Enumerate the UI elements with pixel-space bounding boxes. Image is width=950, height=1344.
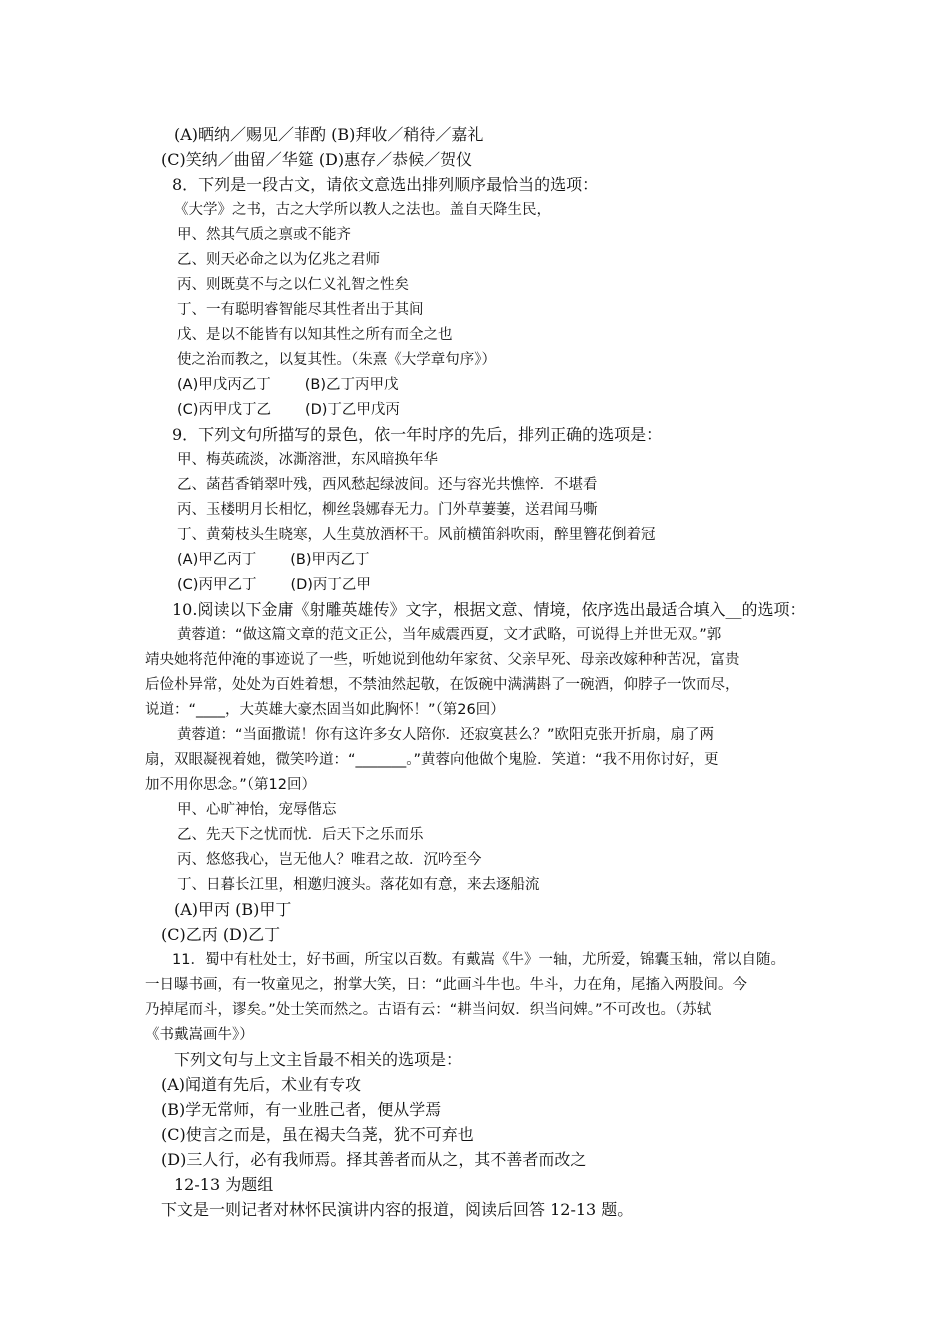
q9-option-a: (A)甲乙丙丁 (177, 552, 257, 568)
q8-option-row-1 (177, 374, 399, 396)
q11-passage-line-1: 11．蜀中有杜处士，好书画，所宝以百数。有戴嵩《牛》一轴，尤所爱，锦囊玉轴，常以自随。 (172, 952, 785, 968)
q8-stem: 8．下列是一段古文，请依文意选出排列顺序最恰当的选项： (172, 175, 599, 194)
q8-tail: 使之治而教之，以复其性。（朱熹《大学章句序》） (177, 352, 496, 368)
q7-options-cd: (C)笑纳／曲留／华筵 (D)惠存／恭候／贺仪 (161, 150, 473, 169)
q8-item-ding: 丁、一有聪明睿智能尽其性者出于其间 (177, 302, 424, 318)
q11-passage-line-2: 一日曝书画，有一牧童见之，拊掌大笑，日：“此画斗牛也。牛斗，力在角，尾搐入两股间。今 (145, 977, 748, 993)
q10-options-cd: (C)乙丙 (D)乙丁 (161, 925, 281, 944)
q10-item-yi: 乙、先天下之忧而忧．后天下之乐而乐 (177, 827, 424, 843)
q9-option-row-2 (177, 574, 371, 596)
q10-p1-line-4: 说道：“____，大英雄大豪杰固当如此胸怀！”（第26回） (145, 702, 505, 718)
q9-item-bing: 丙、玉楼明月长相忆，柳丝袅娜春无力。门外草萋萋，送君闻马嘶 (177, 502, 598, 518)
q11-stem: 下列文句与上文主旨最不相关的选项是： (174, 1050, 463, 1069)
q11-passage-line-3: 乃掉尾而斗，谬矣。”处士笑而然之。古语有云：“耕当问奴．织当问婢。”不可改也。（苏轼 (145, 1002, 712, 1018)
q11-option-b: (B)学无常师，有一业胜己者，便从学焉 (161, 1100, 442, 1119)
q10-p2-line-3: 加不用你思念。”（第12回） (145, 777, 316, 793)
q9-option-b: (B)甲丙乙丁 (290, 552, 370, 568)
q10-item-bing: 丙、悠悠我心，岂无他人？唯君之故．沉吟至今 (177, 852, 482, 868)
q10-options-ab: (A)甲丙 (B)甲丁 (174, 900, 292, 919)
q8-item-bing: 丙、则既莫不与之以仁义礼智之性矣 (177, 277, 409, 293)
q10-p2-line-1: 黄蓉道：“当面撒谎！你有这许多女人陪你．还寂寞甚么？”欧阳克张开折扇，扇了两 (177, 727, 715, 743)
q10-p1-line-3: 后俭朴异常，处处为百姓着想，不禁油然起敬，在饭碗中满满斟了一碗酒，仰脖子一饮而尽， (145, 677, 740, 693)
q11-option-d: (D)三人行，必有我师焉。择其善者而从之，其不善者而改之 (161, 1150, 587, 1169)
q8-option-b: (B)乙丁丙甲戊 (304, 377, 399, 393)
q8-option-d: (D)丁乙甲戊丙 (304, 402, 400, 418)
q10-p2-line-2: 扇，双眼凝视着她，微笑吟道：“_______。”黄蓉向他做个鬼脸．笑道：“我不用你讨好，更 (145, 752, 719, 768)
q8-item-wu: 戊、是以不能皆有以知其性之所有而全之也 (177, 327, 453, 343)
q8-lead: 《大学》之书，古之大学所以教人之法也。盖自天降生民， (174, 202, 551, 218)
q9-option-c: (C)丙甲乙丁 (177, 577, 257, 593)
q8-item-jia: 甲、然其气质之禀或不能齐 (177, 227, 351, 243)
q10-p1-line-2: 靖央她将范仲淹的事迹说了一些，听她说到他幼年家贫、父亲早死、母亲改嫁种种苦况，富贵 (145, 652, 740, 668)
q8-item-yi: 乙、则天必命之以为亿兆之君师 (177, 252, 380, 268)
q9-item-ding: 丁、黄菊枝头生晓寒，人生莫放酒杯干。风前横笛斜吹雨，醉里簪花倒着冠 (177, 527, 656, 543)
q9-item-jia: 甲、梅英疏淡，冰澌溶泄，东风暗换年华 (177, 452, 438, 468)
q11-option-a: (A)闻道有先后，术业有专攻 (161, 1075, 362, 1094)
q11-option-c: (C)使言之而是，虽在褐夫刍荛，犹不可弃也 (161, 1125, 474, 1144)
q9-option-d: (D)丙丁乙甲 (290, 577, 371, 593)
q10-p1-line-1: 黄蓉道：“做这篇文章的范文正公，当年威震西夏，文才武略，可说得上并世无双。”郭 (177, 627, 722, 643)
q10-item-jia: 甲、心旷神怡，宠辱偕忘 (177, 802, 337, 818)
q8-option-row-2 (177, 399, 400, 421)
q10-stem: 10.阅读以下金庸《射雕英雄传》文字，根据文意、情境，依序选出最适合填入__的选项： (172, 600, 806, 619)
group-intro: 下文是一则记者对林怀民演讲内容的报道，阅读后回答 12-13 题。 (161, 1200, 634, 1219)
q7-options-ab: (A)晒纳／赐见／菲酌 (B)拜收／稍待／嘉礼 (174, 125, 484, 144)
q10-item-ding: 丁、日暮长江里，相邀归渡头。落花如有意，来去逐船流 (177, 877, 540, 893)
q11-passage-line-4: 《书戴嵩画牛》） (145, 1027, 254, 1043)
q9-item-yi: 乙、菡萏香销翠叶残，西风愁起绿波间。还与容光共憔悴．不堪看 (177, 477, 598, 493)
group-title: 12-13 为题组 (174, 1175, 274, 1194)
q8-option-c: (C)丙甲戊丁乙 (177, 402, 271, 418)
q8-option-a: (A)甲戊丙乙丁 (177, 377, 271, 393)
q9-stem: 9．下列文句所描写的景色，依一年时序的先后，排列正确的选项是： (172, 425, 663, 444)
q9-option-row-1 (177, 549, 370, 571)
